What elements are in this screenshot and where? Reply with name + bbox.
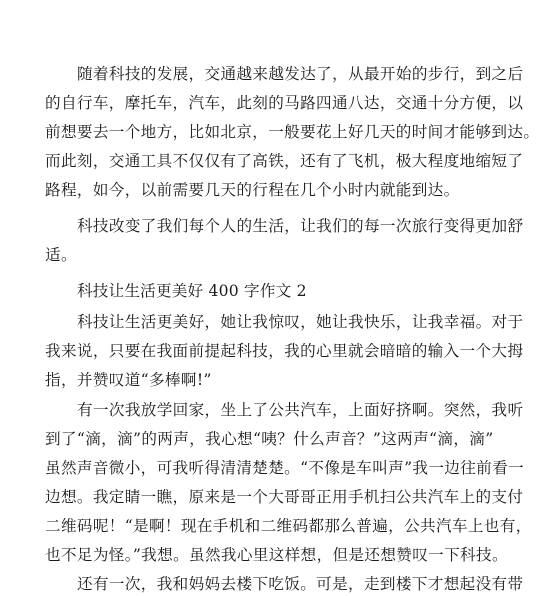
- text-line: 科技改变了我们每个人的生活，让我们的每一次旅行变得更加舒: [77, 217, 524, 235]
- text-line: 科技让生活更美好，她让我惊叹，她让我快乐，让我幸福。对于: [77, 313, 524, 331]
- text-line: 还有一次，我和妈妈去楼下吃饭。可是，走到楼下才想起没有带: [77, 575, 524, 593]
- text-line: 边想。我定睛一瞧，原来是一个大哥哥正用手机扫公共汽车上的支付: [45, 488, 524, 506]
- section-heading: 科技让生活更美好 400 字作文 2: [77, 282, 307, 300]
- text-line: 的自行车，摩托车，汽车，此刻的马路四通八达，交通十分方便，以: [45, 94, 524, 112]
- text-line: 而此刻，交通工具不仅仅有了高铁，还有了飞机，极大程度地缩短了: [45, 152, 524, 170]
- text-line: 前想要去一个地方，比如北京，一般要花上好几天的时间才能够到达。: [45, 123, 539, 141]
- text-line: 我来说，只要在我面前提起科技，我的心里就会暗暗的输入一个大拇: [45, 342, 524, 360]
- text-line: 随着科技的发展，交通越来越发达了，从最开始的步行，到之后: [77, 65, 524, 83]
- text-line: 到了“滴，滴”的两声，我心想“咦？什么声音？”这两声“滴，滴”: [45, 430, 494, 448]
- text-line: 也不足为怪。”我想。虽然我心里这样想，但是还想赞叹一下科技。: [45, 546, 508, 564]
- text-line: 有一次我放学回家，坐上了公共汽车，上面好挤啊。突然，我听: [77, 401, 524, 419]
- text-line: 虽然声音微小，可我听得清清楚楚。“不像是车叫声”我一边往前看一: [45, 459, 525, 477]
- text-line: 路程，如今，以前需要几天的行程在几个小时内就能到达。: [45, 181, 460, 199]
- text-line: 适。: [45, 246, 77, 264]
- text-line: 二维码呢！“是啊！现在手机和二维码都那么普遍，公共汽车上也有，: [45, 517, 532, 535]
- text-line: 指，并赞叹道“多棒啊!”: [45, 371, 212, 389]
